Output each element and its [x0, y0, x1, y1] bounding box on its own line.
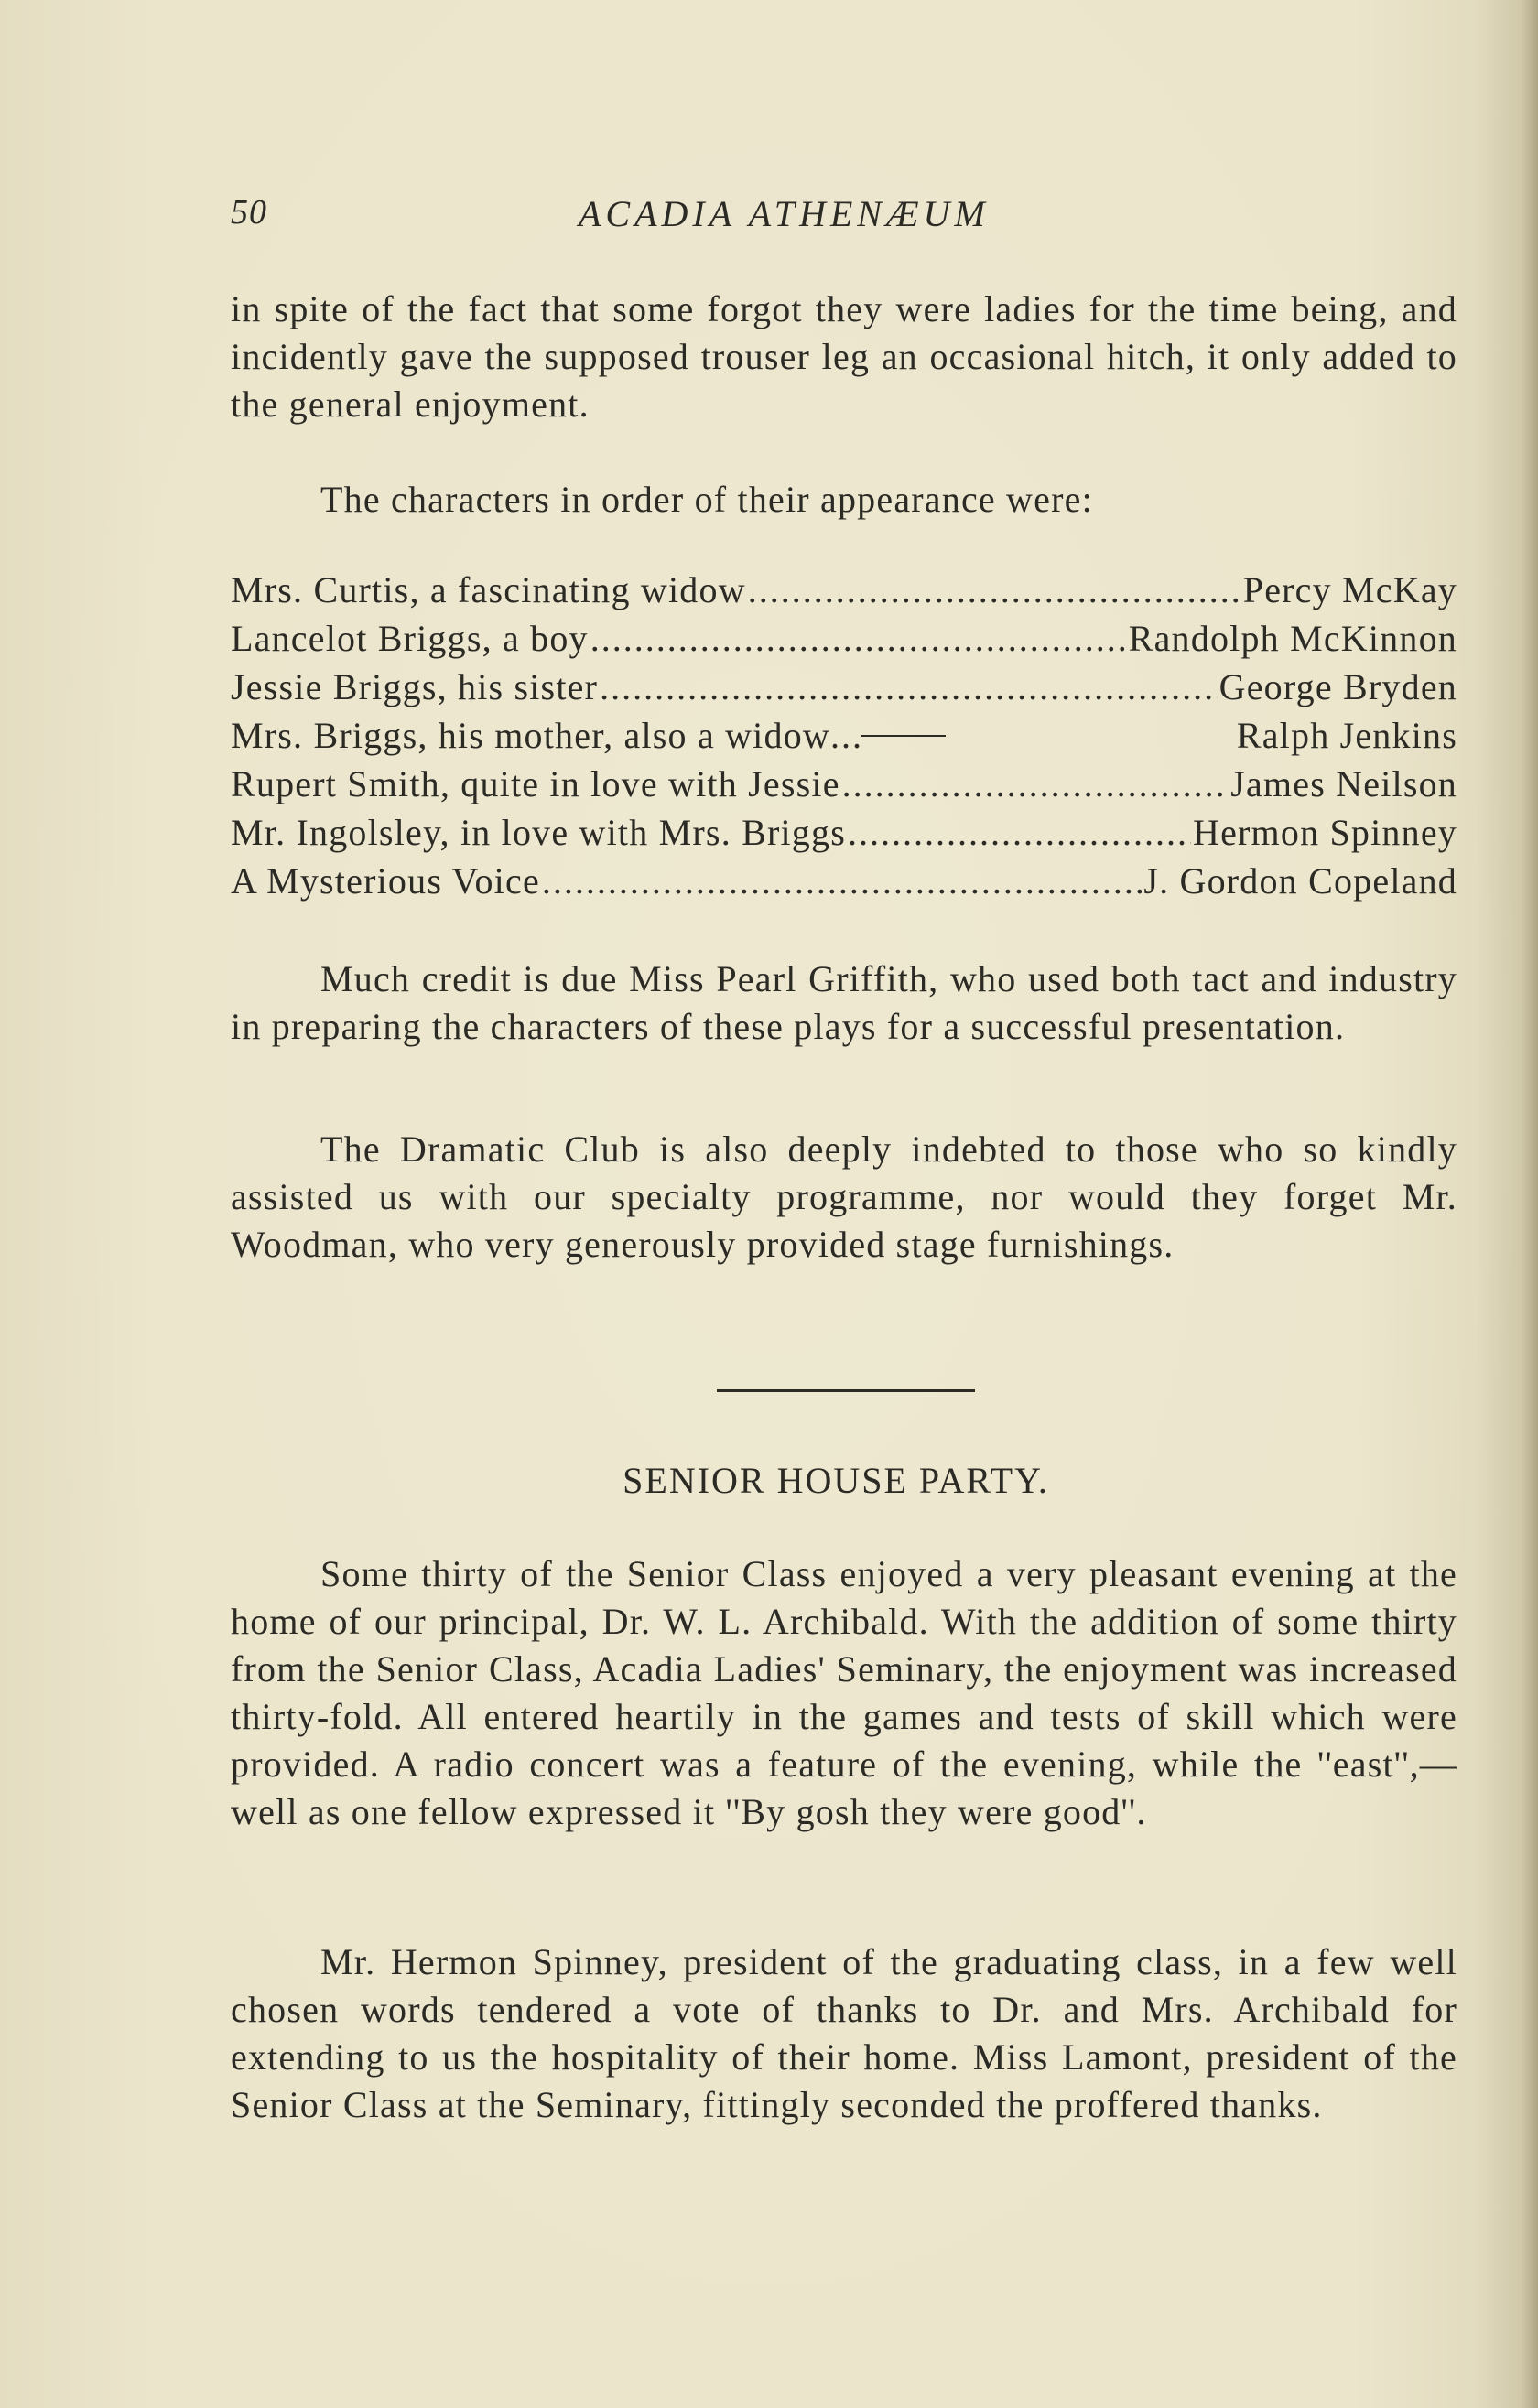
page-edge-shadow	[1522, 0, 1538, 2408]
cast-row	[231, 663, 1457, 711]
section-divider	[717, 1389, 975, 1392]
cast-row	[231, 614, 1457, 663]
dramatic-club-paragraph-block	[231, 1126, 1457, 1269]
cast-actor: James Neilson	[1230, 763, 1457, 804]
cast-row	[231, 808, 1457, 857]
page-number: 50	[231, 193, 267, 232]
cast-role: Lancelot Briggs, a boy	[231, 618, 589, 659]
leader-dots	[748, 566, 1241, 614]
intro-paragraph: in spite of the fact that some forgot they were ladies for the time being, and incidently gave the supposed trouser leg an occasional hitch, it only added to the general enjoyment.	[231, 288, 1457, 425]
cast-role: Mrs. Curtis, a fascinating widow	[231, 569, 746, 610]
intro-paragraph-block	[231, 286, 1457, 428]
page-header	[231, 192, 1457, 247]
cast-role: Jessie Briggs, his sister	[231, 666, 599, 707]
party-paragraph-2-block	[231, 1938, 1457, 2129]
cast-actor: Percy McKay	[1242, 569, 1457, 610]
cast-actor: George Bryden	[1218, 666, 1457, 707]
credit-paragraph-block	[231, 956, 1457, 1051]
party-paragraph-1: Some thirty of the Senior Class enjoyed a very pleasant evening at the home of our principal, Dr. W. L. Archibald. With the addition of some thirty from the Senior Class, Acadia Ladies' Seminary, the enjoyment was increased thirty-fold. All entered heartily in the games and tests of skill which were provided. A radio concert was a feature of the evening, while the ''east'',—well as one fellow expressed it ''By gosh they were good''.	[231, 1553, 1457, 1832]
dramatic-club-paragraph: The Dramatic Club is also deeply indebted to those who so kindly assisted us with our specialty programme, nor would they forget Mr. Woodman, who very generously provided stage furnishings.	[231, 1128, 1457, 1265]
leader-dots	[542, 857, 1142, 905]
section-heading: SENIOR HOUSE PARTY.	[623, 1460, 1049, 1501]
cast-actor: Ralph Jenkins	[1236, 715, 1457, 756]
leader-dots	[590, 614, 1127, 663]
cast-row	[231, 857, 1457, 905]
cast-actor: Hermon Spinney	[1193, 812, 1457, 853]
dash-rule	[861, 735, 946, 737]
cast-role: Mrs. Briggs, his mother, also a widow	[231, 715, 830, 756]
credit-paragraph: Much credit is due Miss Pearl Griffith, who used both tact and industry in preparing the characters of these plays for a successful presentation.	[231, 958, 1457, 1047]
cast-role: A Mysterious Voice	[231, 860, 540, 902]
cast-row	[231, 711, 1457, 760]
cast-role: Rupert Smith, quite in love with Jessie	[231, 763, 840, 804]
leader-dots	[600, 663, 1218, 711]
cast-list	[231, 566, 1457, 905]
running-head: ACADIA ATHENÆUM	[579, 193, 990, 234]
cast-actor: Randolph McKinnon	[1128, 618, 1457, 659]
party-paragraph-1-block	[231, 1550, 1457, 1836]
leader-dots-dash	[830, 711, 949, 760]
characters-intro-block	[231, 476, 1457, 524]
party-paragraph-2: Mr. Hermon Spinney, president of the graduating class, in a few well chosen words tendered a vote of thanks to Dr. and Mrs. Archibald for extending to us the hospitality of their home. Miss Lamont, president of the Senior Class at the Seminary, fittingly seconded the proffered thanks.	[231, 1941, 1457, 2125]
cast-role: Mr. Ingolsley, in love with Mrs. Briggs	[231, 812, 846, 853]
leader-dots	[848, 808, 1191, 857]
characters-intro: The characters in order of their appearance were:	[320, 479, 1093, 520]
cast-actor: J. Gordon Copeland	[1143, 860, 1457, 902]
cast-row	[231, 566, 1457, 614]
leader-dots	[842, 760, 1229, 808]
cast-row	[231, 760, 1457, 808]
